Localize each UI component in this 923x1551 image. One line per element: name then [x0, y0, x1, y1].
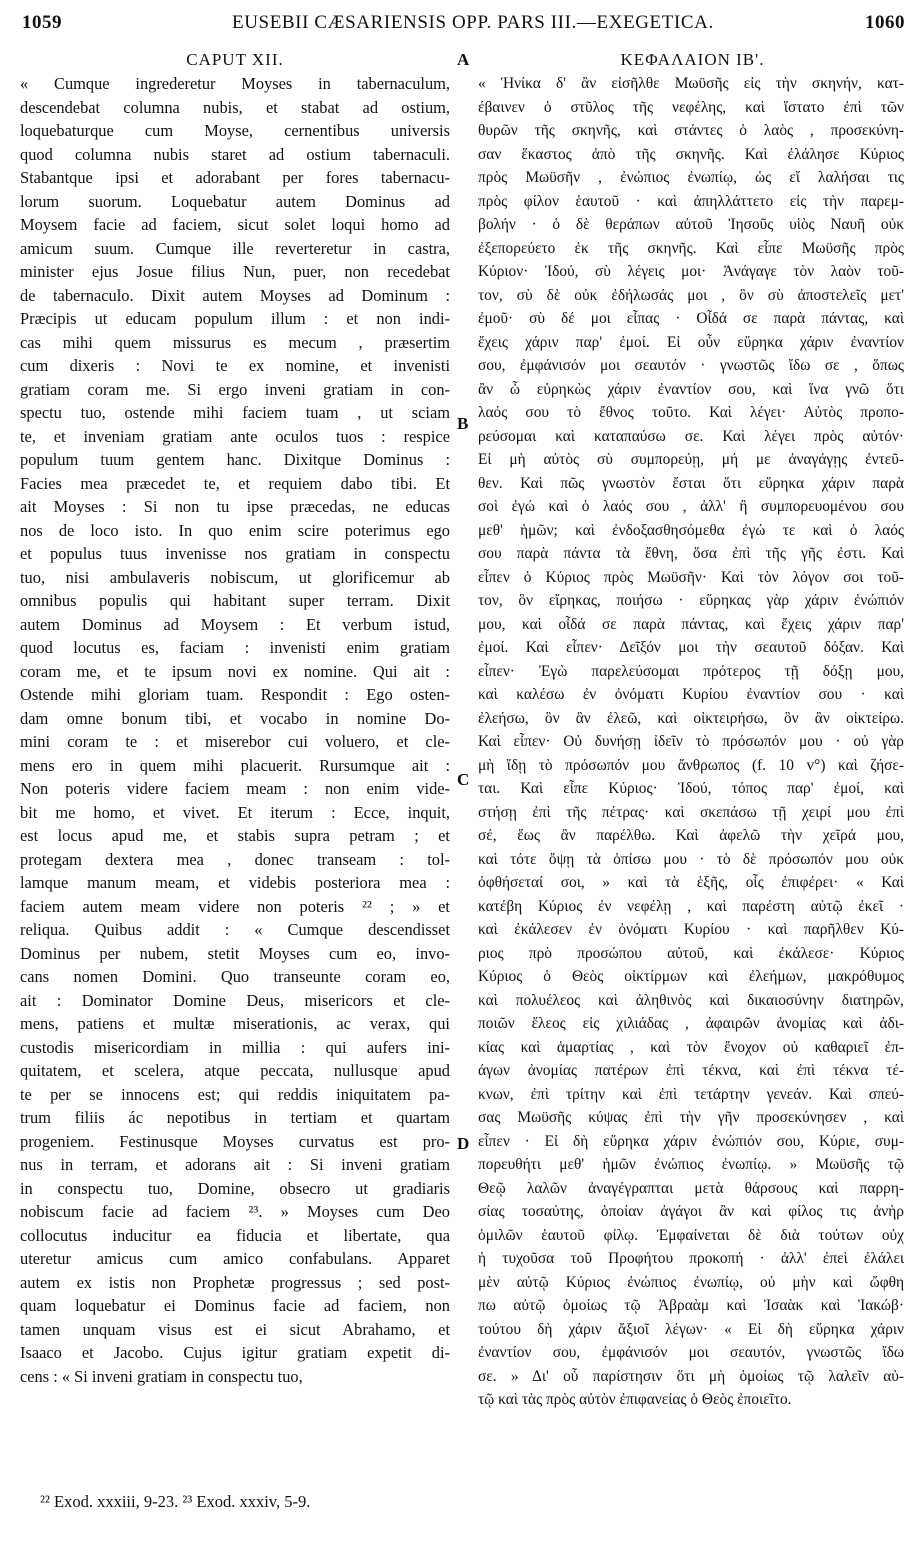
greek-text-line: ἐξεπορεύετο ἐκ τῆς σκηνῆς. Καὶ εἶπε Μωϋσῆς πρὸς — [478, 239, 904, 257]
greek-column — [478, 72, 904, 1412]
latin-text-line: ait Moyses : Si non tu ipse præcedas, ne educas — [20, 497, 450, 516]
latin-text-line: quod columna nubis staret ad ostium tabernaculi. — [20, 144, 450, 164]
latin-text-line: protegam dextera mea , donec transeam : tol- — [20, 849, 450, 869]
greek-text-line: καὶ καλέσω ἐν ὀνόματι Κυρίου ἐναντίον σου · καὶ — [478, 686, 904, 703]
greek-text-line: ἡ τυχοῦσα τοῦ Προφήτου προκοπή · ἀλλ' ἐπεὶ ἐλάλει — [478, 1250, 904, 1267]
greek-text-line: τον, σὺ δὲ οὐκ ἐδήλωσάς μοι , ὃν σὺ ἀποστελεῖς μετ' — [478, 286, 904, 304]
latin-text-line: Ostende mihi gloriam tuam. Respondit : Ego osten- — [20, 685, 450, 704]
latin-text-line: ait : Dominator Domine Deus, misericors et cle- — [20, 990, 450, 1010]
latin-text-line: minister ejus Josue filius Nun, puer, non recedebat — [20, 262, 450, 281]
greek-text-line: καὶ τότε ὄψῃ τὰ ὀπίσω μου · τὸ δὲ πρόσωπόν μου οὐκ — [478, 850, 904, 868]
latin-text-line: Facies mea præcedet te, et requiem dabo tibi. Et — [20, 473, 450, 493]
running-head — [22, 12, 905, 38]
margin-marker-d: D — [457, 1134, 470, 1153]
greek-text-line: ἔχεις χάριν παρ' ἐμοί. Εἰ οὖν εὕρηκα χάριν ἐναντίον — [478, 333, 904, 351]
latin-text-line: omnibus populis qui habitant super terram. Dixit — [20, 591, 450, 610]
latin-text-line: loquebaturque cum Moyse, cernentibus universis — [20, 121, 450, 140]
latin-text-line: mens ero in quem mihi placuerit. Rursumque ait : — [20, 755, 450, 775]
greek-text-line: πρὸς Μωϋσῆν , ἐνώπιος ἐνωπίῳ, ὡς εἴ λαλήσαι τις — [478, 169, 904, 186]
greek-text-line: Καὶ εἶπεν· Οὐ δυνήσῃ ἰδεῖν τὸ πρόσωπόν μου · οὐ γὰρ — [478, 733, 904, 750]
margin-marker-a: A — [457, 50, 470, 69]
greek-text-line: Κύριος ὁ Θεὸς οἰκτίρμων καὶ ἐλεήμων, μακρόθυμος — [478, 968, 904, 985]
greek-text-line: μεθ' ἡμῶν; καὶ ἐνδοξασθησόμεθα ἐγώ τε καὶ ὁ λαός — [478, 521, 904, 539]
margin-marker-c: C — [457, 770, 470, 789]
latin-text-line: cens : « Si inveni gratiam in conspectu tuo, — [20, 1366, 303, 1386]
greek-text-line: στήσῃ ἐπὶ τῆς πέτρας· καὶ σκεπάσω τῇ χειρί μου ἐπὶ — [478, 803, 904, 821]
latin-text-line: tamen unquam visus est ei sicut Abrahamo, et — [20, 1319, 450, 1339]
greek-text-line: ἐλεήσω, ὃν ἂν ἐλεῶ, καὶ οἰκτειρήσω, ὃν ἂν οἰκτείρω. — [478, 709, 904, 727]
greek-text-line: άγων ἀνομίας πατέρων ἐπὶ τέκνα, καὶ ἐπὶ τέκνα τέ- — [478, 1062, 904, 1079]
greek-text-line: βολήν · ὁ δὲ θεράπων αὐτοῦ Ἰησοῦς υἱὸς Ναυῆ οὐκ — [478, 216, 904, 233]
greek-text-line: έβαινεν ὁ στῦλος τῆς νεφέλης, καὶ ἵστατο ἐπὶ τῶν — [478, 98, 904, 116]
greek-text-line: ἐμοί. Καὶ εἶπεν· Δεῖξόν μοι τὴν σεαυτοῦ δόξαν. Καὶ — [478, 639, 904, 656]
greek-text-line: εἶπεν ὁ Κύριος πρὸς Μωϋσῆν· Καὶ τὸν λόγον σοι τοῦ- — [478, 568, 904, 586]
latin-text-line: faciem autem meam videre non poteris ²² ; » et — [20, 896, 450, 916]
greek-text-line: μου, καὶ οἶδά σε παρὰ πάντας, καὶ ἔχεις χάριν παρ' — [478, 615, 904, 633]
latin-text-line: autem Dominus ad Moysem : Et verbum istud, — [20, 614, 450, 634]
latin-text-line: populum tuum gentem hanc. Dixitque Dominus : — [20, 450, 450, 469]
latin-text-line: trum filiis ác nepotibus in tertiam et quartam — [20, 1108, 450, 1127]
greek-text-line: κίας καὶ ἁμαρτίας , καὶ τὸν ἔνοχον οὐ καθαριεῖ ἐπ- — [478, 1038, 904, 1056]
latin-text-line: quam loquebatur ei Dominus facie ad faciem, non — [20, 1296, 450, 1315]
greek-text-line: μὲν αὐτῷ Κύριος ἐνώπιος ἐνωπίῳ, οὐ μὴν καὶ ὤφθη — [478, 1273, 904, 1291]
latin-text-line: Præcipis ut educam populum illum : et non indi- — [20, 309, 450, 328]
greek-text-line: ἐναντίον σου, ἐμφάνισόν μοι σεαυτόν, γνωστῶς ἴδω — [478, 1344, 904, 1361]
latin-text-line: te, et inveniam gratiam ante oculos tuos : respice — [20, 426, 450, 446]
latin-text-line: tuo, nisi ambulaveris nobiscum, ut glorificemur ab — [20, 567, 450, 587]
greek-text-line: σας Μωϋσῆς κύψας ἐπὶ τὴν γῆν προσεκύνησεν , καὶ — [478, 1109, 904, 1126]
latin-text-line: Isaaco et Jacobo. Cujus igitur gratiam expetit di- — [20, 1343, 450, 1362]
greek-text-line: τον, ὃν εἴρηκας, ποιήσω · εὕρηκας γὰρ χάριν ἐνώπιόν — [478, 592, 904, 609]
greek-text-line: τούτου δὴ χάριν ἄξιοῖ λέγων· « Εἰ δὴ εὕρηκα χάριν — [478, 1320, 904, 1338]
latin-column — [20, 72, 450, 1388]
greek-text-line: ἂν ὦ εὑρηκὼς χάριν ἐναντίον σου, καὶ ἵνα γνῶ ὅτι — [478, 380, 904, 398]
greek-text-line: Κύριον· Ἰδού, σὺ λέγεις μοι· Ἀνάγαγε τὸν λαὸν τοῦ- — [478, 263, 904, 280]
latin-text-line: nos de loco isto. In quo enim scire poterimus ego — [20, 520, 450, 540]
greek-text-line: ριος πρὸ προσώπου αὐτοῦ, καὶ ἐκάλεσε· Κύριος — [478, 944, 904, 962]
latin-text-line: dam omne bonum tibi, et vocabo in nomine Do- — [20, 708, 450, 728]
greek-text-line: σέ, ἕως ἂν παρέλθω. Καὶ ἀφελῶ τὴν χεῖρά μου, — [478, 827, 904, 844]
greek-text-line: μὴ ἴδῃ τὸ πρόσωπόν μου ἄνθρωπος (f. 10 v°) καὶ ζήσε- — [478, 756, 904, 774]
latin-text-line: spectu tuo, ostende mihi faciem tuam , ut sciam — [20, 403, 450, 422]
latin-text-line: mens, patiens et multæ miserationis, ac verax, qui — [20, 1014, 450, 1033]
latin-text-line: reliqua. Quibus addit : « Cumque descendisset — [20, 920, 450, 939]
latin-text-line: progeniem. Festinusque Moyses curvatus est pro- — [20, 1131, 450, 1151]
latin-text-line: de tabernaculo. Dixit autem Moyses ad Dominum : — [20, 285, 450, 305]
latin-text-line: nobiscum facie ad faciem ²³. » Moyses cum Deo — [20, 1202, 450, 1221]
latin-text-line: autem ex istis non Prophetæ progressus ; sed post- — [20, 1272, 450, 1292]
greek-text-line: πω αὐτῷ ὁμοίως τῷ Ἀβραὰμ καὶ Ἰσαὰκ καὶ Ἰακώβ· — [478, 1297, 904, 1314]
latin-text-line: mini coram te : et miserebor cui voluero, et cle- — [20, 732, 450, 751]
greek-text-line: καὶ πολυέλεος καὶ ἀληθινὸς καὶ δικαιοσύνην διατηρῶν, — [478, 991, 904, 1009]
latin-text-line: lorum suorum. Loquebatur autem Dominus ad — [20, 191, 450, 211]
greek-text-line: τῷ καὶ τὰς πρὸς αὐτὸν ἐπιφανείας ὁ Θεὸς ἐποιεῖτο. — [478, 1391, 792, 1408]
latin-chapter-heading: CAPUT XII. — [186, 50, 284, 69]
latin-text-line: gratiam coram me. Si ergo inveni gratiam in con- — [20, 379, 450, 399]
greek-text-line: κατέβη Κύριος ἐν νεφέλῃ , καὶ παρέστη αὐτῷ ἐκεῖ · — [478, 897, 904, 915]
latin-text-line: te per se innocens est; qui reddis iniquitatem pa- — [20, 1084, 450, 1104]
greek-text-line: σου παρὰ πάντα τὰ ἔθνη, ὅσα ἐπὶ τῆς γῆς ἐστι. Καὶ — [478, 545, 904, 562]
latin-text-line: in conspectu tuo, Domine, obsecro ut gradiaris — [20, 1178, 450, 1198]
greek-text-line: σίας τοσαύτης, ὁποίαν ἀγάγοι ἂν καὶ φίλος τις ἀνὴρ — [478, 1203, 904, 1220]
latin-text-line: quitatem, et scelera, atque peccata, nullusque apud — [20, 1061, 450, 1080]
greek-text-line: ρεύσομαι καὶ καταπαύσω σε. Καὶ λέγει πρὸς αὐτόν· — [478, 427, 904, 445]
latin-text-line: est locus apud me, et stabis supra petram ; et — [20, 826, 450, 845]
latin-text-line: collocutus inducitur ea fiducia et libertate, qua — [20, 1225, 450, 1245]
greek-text-line: θυρῶν τῆς σκηνῆς, καὶ στάντες ὁ λαὸς , προσεκύνη- — [478, 122, 904, 139]
latin-text-line: Stabantque ipsi et adorabant per fores tabernacu- — [20, 168, 450, 187]
latin-text-line: coram me, et te ipsum novi ex nomine. Qui ait : — [20, 661, 450, 681]
latin-text-line: Moysem facie ad faciem, sicut solet loqui homo ad — [20, 215, 450, 234]
greek-text-line: ὁμιλῶν ἑαυτοῦ φίλῳ. Ἐμφαίνεται δὲ διὰ τούτων οὐχ — [478, 1226, 904, 1244]
latin-text-line: cans nomen Domini. Quo transeunte coram eo, — [20, 967, 450, 986]
greek-text-line: Θεῷ λαλῶν ἀναγέγραπται μετὰ θάρσους καὶ παρρη- — [478, 1179, 904, 1197]
greek-text-line: θεν. Καὶ πῶς γνωστὸν ἔσται ὅτι εὕρηκα χάριν παρὰ — [478, 474, 904, 492]
greek-text-line: κνων, ἐπὶ τρίτην καὶ ἐπὶ τετάρτην γενεάν. Καὶ σπεύ- — [478, 1085, 904, 1103]
latin-text-line: Non poteris videre faciem meam : non enim vide- — [20, 779, 450, 798]
running-title: EUSEBII CÆSARIENSIS OPP. PARS III.—EXEGETICA. — [232, 12, 714, 33]
greek-text-line: εἶπεν · Εἰ δὴ εὕρηκα χάριν ἐνώπιόν σου, Κύριε, συμ- — [478, 1132, 904, 1150]
greek-text-line: ἐμοῦ· σὺ δέ μοι εἶπας · Οἶδά σε παρὰ πάντας, καὶ — [478, 310, 904, 327]
greek-text-line: ται. Καὶ εἶπε Κύριος· Ἰδού, τόπος παρ' ἐμοί, καὶ — [478, 780, 904, 797]
left-page-number: 1059 — [22, 12, 62, 33]
latin-text-line: quod locutus es, faciam : invenisti enim gratiam — [20, 638, 450, 657]
greek-text-line: ποιῶν ἔλεος εἰς χιλιάδας , ἀφαιρῶν ἀνομίας καὶ ἀδι- — [478, 1015, 904, 1032]
latin-text-line: et populus tuus invenisse nos gratiam in conspectu — [20, 544, 450, 563]
greek-text-line: « Ἡνίκα δ' ἂν εἰσῆλθε Μωϋσῆς εἰς τὴν σκηνήν, κατ- — [478, 75, 904, 92]
greek-text-line: πορευθήτι μεθ' ἡμῶν ἐνώπιος ἐνωπίῳ. » Μωϋσῆς τῷ — [478, 1156, 904, 1173]
latin-text-line: uteretur amicus cum amico confabulans. Apparet — [20, 1249, 450, 1268]
right-page-number: 1060 — [865, 12, 905, 33]
footnotes: ²² Exod. xxxiii, 9-23. ²³ Exod. xxxiv, 5-9. — [40, 1492, 311, 1511]
latin-text-line: bit me homo, et vivet. Et iterum : Ecce, inquit, — [20, 802, 450, 822]
greek-text-line: εἶπεν· Ἐγὼ παρελεύσομαι πρότερος τῇ δόξῃ μου, — [478, 662, 904, 680]
greek-text-line: σε. » Δι' οὗ παρίστησιν ὅτι μὴ ὁμοίως τῷ λαλεῖν αὐ- — [478, 1367, 904, 1385]
latin-text-line: amicum suum. Cumque ille reverteretur in castra, — [20, 238, 450, 258]
greek-chapter-heading: ΚΕΦΑΛΑΙΟΝ ΙΒ'. — [620, 50, 765, 69]
latin-text-line: lamque manum meam, et videbis posteriora mea : — [20, 873, 450, 892]
margin-marker-b: B — [457, 414, 469, 433]
latin-text-line: Dominus per nubem, stetit Moyses cum eo, invo- — [20, 943, 450, 963]
latin-text-line: descendebat columna nubis, et stabat ad ostium, — [20, 97, 450, 117]
greek-text-line: Εἰ μὴ αὐτὸς σὺ συμπορεύῃ, μή με ἀναγάγῃς ἐντεῦ- — [478, 451, 904, 468]
latin-text-line: « Cumque ingrederetur Moyses in tabernaculum, — [20, 74, 450, 93]
latin-text-line: custodis misericordiam in millia : qui aufers ini- — [20, 1037, 450, 1057]
greek-text-line: πρὸς φίλον ἑαυτοῦ · καὶ ἀπηλλάττετο εἰς τὴν παρεμ- — [478, 192, 904, 210]
greek-text-line: λαός σου τὸ ἔθνος τοῦτο. Καὶ λέγει· Αὐτὸς προπο- — [478, 404, 904, 421]
greek-text-line: σου, ἐμφάνισόν μοι σεαυτόν · γνωστῶς ἴδω σε , ὅπως — [478, 357, 904, 374]
greek-text-line: σαν ἕκαστος ἀπὸ τῆς σκηνῆς. Καὶ ἐλάλησε Κύριος — [478, 145, 904, 163]
greek-text-line: ὀφθήσεταί σοι, » καὶ τὰ ἑξῆς, οἷς ἐπιφέρει· « Καὶ — [478, 874, 904, 891]
greek-text-line: σοὶ ἐγώ καὶ ὁ λαός σου , ἀλλ' ἢ συμπορευομένου σου — [478, 498, 904, 515]
latin-text-line: cum dixeris : Novi te ex nomine, et invenisti — [20, 356, 450, 375]
greek-text-line: καὶ ἐκάλεσεν ἐν ὀνόματι Κυρίου · καὶ παρῆλθεν Κύ- — [478, 921, 904, 938]
latin-text-line: cas mihi quem missurus es mecum , præsertim — [20, 332, 450, 352]
latin-text-line: nus in terram, et adorans ait : Si inveni gratiam — [20, 1155, 450, 1174]
